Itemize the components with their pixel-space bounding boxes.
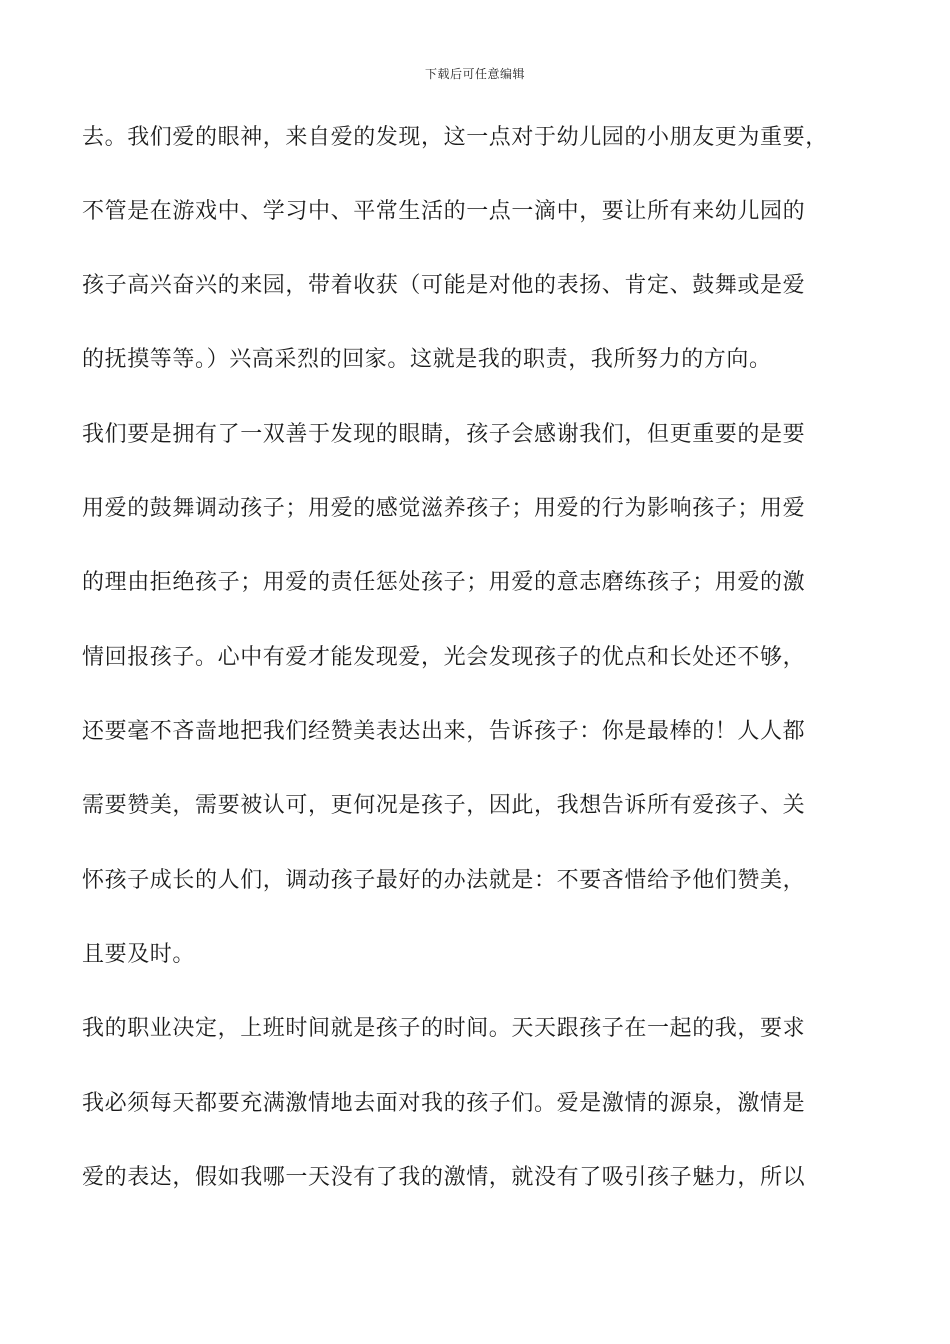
text-line: 我的职业决定，上班时间就是孩子的时间。天天跟孩子在一起的我，要求 [82, 1016, 806, 1041]
text-line: 怀孩子成长的人们，调动孩子最好的办法就是：不要吝惜给予他们赞美， [82, 868, 806, 893]
page-header: 下载后可任意编辑 [424, 67, 525, 81]
text-line: 孩子高兴奋兴的来园，带着收获（可能是对他的表扬、肯定、鼓舞或是爱 [82, 273, 806, 298]
text-line: 我们要是拥有了一双善于发现的眼睛，孩子会感谢我们，但更重要的是要 [82, 422, 806, 447]
text-line: 爱的表达，假如我哪一天没有了我的激情，就没有了吸引孩子魅力，所以 [82, 1165, 806, 1190]
text-line: 还要毫不吝啬地把我们经赞美表达出来，告诉孩子：你是最棒的！人人都 [82, 719, 806, 744]
text-line: 的抚摸等等。）兴高采烈的回家。这就是我的职责，我所努力的方向。 [82, 347, 772, 372]
text-line: 需要赞美，需要被认可，更何况是孩子，因此，我想告诉所有爱孩子、关 [82, 793, 806, 818]
text-line: 不管是在游戏中、学习中、平常生活的一点一滴中，要让所有来幼儿园的 [82, 199, 806, 224]
text-line: 去。我们爱的眼神，来自爱的发现，这一点对于幼儿园的小朋友更为重要， [82, 125, 828, 150]
text-line: 情回报孩子。心中有爱才能发现爱，光会发现孩子的优点和长处还不够， [82, 645, 806, 670]
text-line: 用爱的鼓舞调动孩子；用爱的感觉滋养孩子；用爱的行为影响孩子；用爱 [82, 496, 806, 521]
text-line: 的理由拒绝孩子；用爱的责任惩处孩子；用爱的意志磨练孩子；用爱的激 [82, 570, 806, 595]
text-line: 且要及时。 [82, 942, 196, 967]
text-line: 我必须每天都要充满激情地去面对我的孩子们。爱是激情的源泉，激情是 [82, 1091, 806, 1116]
